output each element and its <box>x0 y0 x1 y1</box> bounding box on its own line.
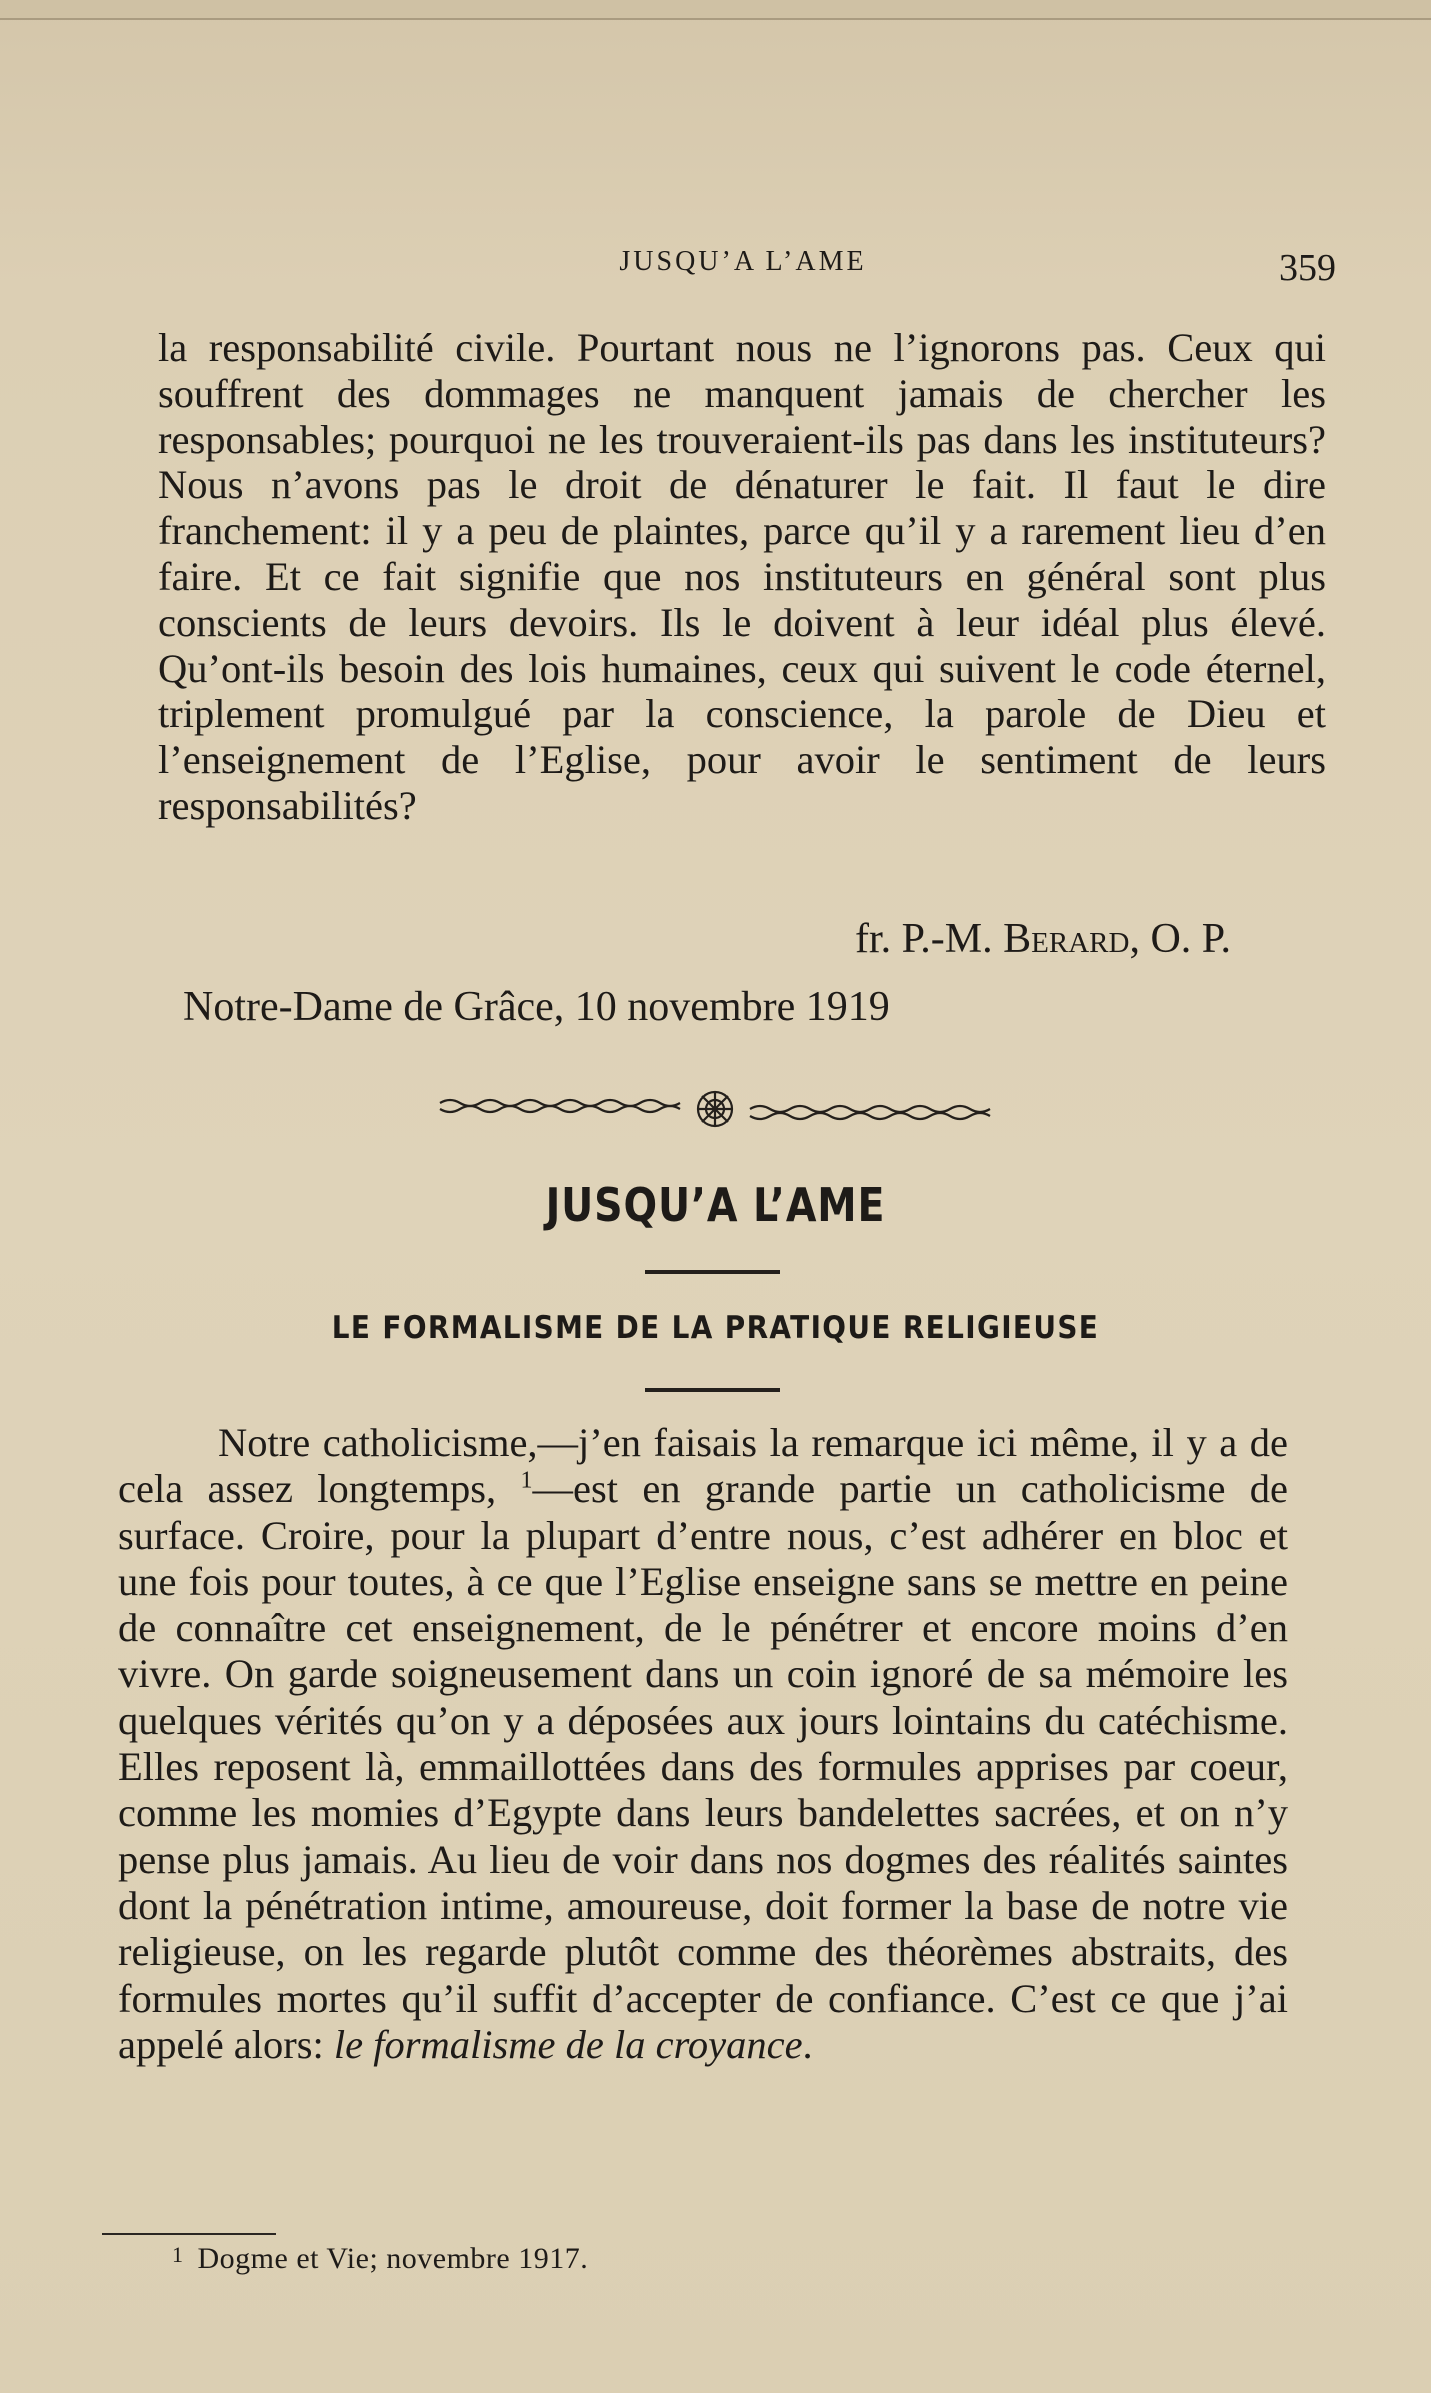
signature-prefix: fr. P.-M. <box>854 916 1004 962</box>
signature-name: Berard <box>1003 916 1130 962</box>
italic-phrase: le formalisme de la croyance <box>333 2021 803 2067</box>
running-head: JUSQU’A L’AME <box>619 246 867 277</box>
place-date-line: Notre-Dame de Grâce, 10 novembre 1919 <box>183 984 890 1030</box>
subtitle-rule <box>645 1388 780 1392</box>
article-subtitle: LE FORMALISME DE LA PRATIQUE RELIGIEUSE <box>331 1310 1100 1346</box>
footnote-rule <box>102 2233 276 2235</box>
footnote-reference[interactable]: 1 <box>520 1467 533 1494</box>
ornamental-divider <box>430 1085 1005 1135</box>
footnote <box>172 2242 588 2276</box>
title-rule <box>645 1270 780 1274</box>
footnote-mark: 1 <box>172 2242 184 2267</box>
page-top-edge <box>0 0 1431 20</box>
signature-suffix: , O. P. <box>1129 916 1231 962</box>
continuation-paragraph: la responsabilité civile. Pourtant nous ne l’ignorons pas. Ceux qui souffrent des dommages ne manquent jamais de chercher les responsables; pourquoi ne les trouveraient-ils pas dans les instituteurs? Nous n’avons pas le droit de dénaturer le fait. Il faut le dire franchement: il y a peu de plaintes, parce qu’il y a rarement lieu d’en faire. Et ce fait signifie que nos instituteurs en général sont plus conscients de leurs devoirs. Ils le doivent à leur idéal plus élevé. Qu’ont-ils besoin des lois humaines, ceux qui suivent le code éternel, triplement promulgué par la conscience, la parole de Dieu et l’enseignement de l’Eglise, pour avoir le sentiment de leurs responsabilités? <box>158 325 1326 828</box>
paragraph-text-1: Notre catholicisme,—j’en faisais la remarque ici même, il y a de cela assez longtemps, <box>118 1420 1288 1512</box>
article-paragraph <box>118 1420 1288 2068</box>
footnote-text: Dogme et Vie; novembre 1917. <box>197 2242 589 2275</box>
page-number: 359 <box>1279 247 1336 289</box>
page-header <box>150 240 1336 290</box>
author-signature <box>855 915 1231 963</box>
article-title: JUSQU’A L’AME <box>545 1178 886 1232</box>
paragraph-text-2: —est en grande partie un catholicisme de surface. Croire, pour la plupart d’entre nous, c’est adhérer en bloc et une fois pour toutes, à ce que l’Eglise enseigne sans se mettre en peine de connaître cet enseignement, de le pénétrer et encore moins d’en vivre. On garde soigneusement dans un coin ignoré de sa mémoire les quelques vérités qu’on y a déposées aux jours lointains du catéchisme. Elles reposent là, emmaillottées dans des formules apprises par coeur, comme les momies d’Egypte dans leurs bandelettes sacrées, et on n’y pense plus jamais. Au lieu de voir dans nos dogmes des réalités saintes dont la pénétration intime, amoureuse, doit former la base de notre vie religieuse, on les regarde plutôt comme des théorèmes abstraits, des formules mortes qu’il suffit d’accepter de confiance. C’est ce que j’ai appelé alors: <box>118 1466 1288 2067</box>
paragraph-end: . <box>802 2021 813 2067</box>
